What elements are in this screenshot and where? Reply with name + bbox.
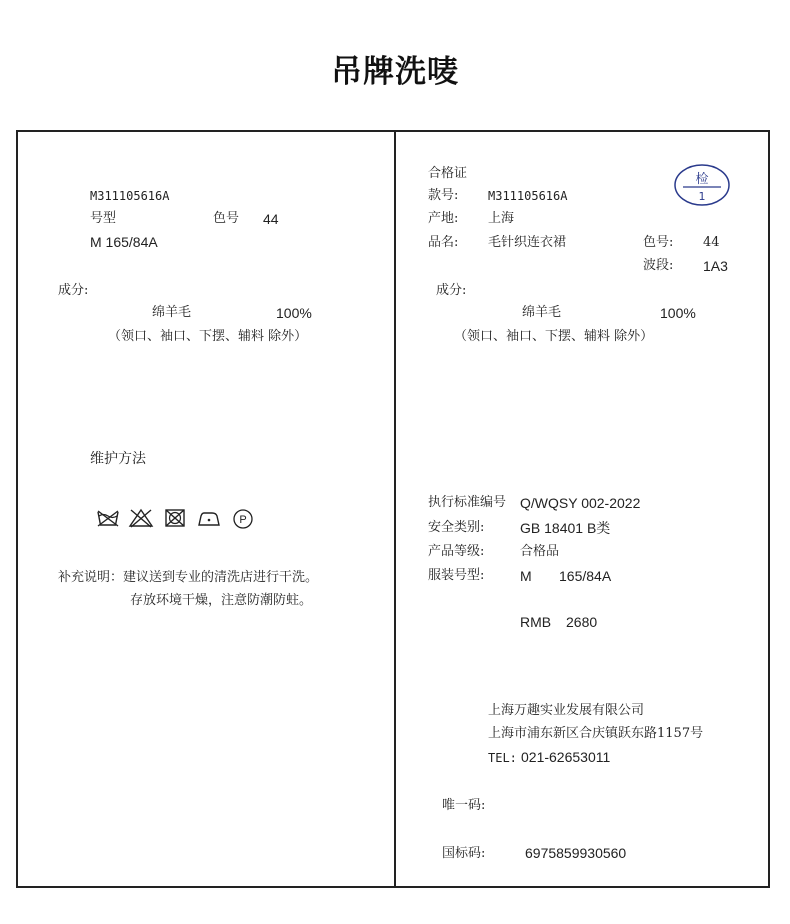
left-style-code: M311105616A xyxy=(90,189,170,203)
garment-size-label: 服装号型: xyxy=(428,568,485,583)
inspection-stamp-icon xyxy=(673,163,731,207)
right-color-value: 44 xyxy=(703,235,720,250)
page-title: 吊牌洗唛 xyxy=(331,54,459,90)
barcode-label: 国标码: xyxy=(442,846,486,861)
garment-size-m: M xyxy=(520,568,532,584)
left-material: 绵羊毛 xyxy=(152,305,192,320)
left-size-label: 号型 xyxy=(90,211,117,226)
band-label: 波段: xyxy=(643,258,674,273)
no-bleach-icon xyxy=(128,508,154,528)
left-color-value: 44 xyxy=(263,211,279,227)
left-color-label: 色号 xyxy=(213,211,240,226)
band-value: 1A3 xyxy=(703,258,728,274)
no-wash-icon xyxy=(96,508,120,528)
standard-value: Q/WQSY 002-2022 xyxy=(520,495,641,511)
origin-label: 产地: xyxy=(428,211,459,226)
tel-label: TEL: xyxy=(488,751,517,765)
style-value: M311105616A xyxy=(488,189,568,203)
left-note-line2: 存放环境干燥，注意防潮防蛀。 xyxy=(130,593,313,608)
right-percent: 100% xyxy=(660,305,696,321)
left-note-line1: 补充说明：建议送到专业的清洗店进行干洗。 xyxy=(58,570,319,585)
price-value: 2680 xyxy=(566,614,598,630)
style-label: 款号: xyxy=(428,188,459,203)
stamp-number: 1 xyxy=(698,190,706,203)
garment-size-value: 165/84A xyxy=(559,568,612,584)
product-label: 品名: xyxy=(428,235,459,250)
unique-code-label: 唯一码: xyxy=(442,798,486,813)
left-percent: 100% xyxy=(276,305,312,321)
grade-label: 产品等级: xyxy=(428,544,485,559)
left-composition-label: 成分: xyxy=(58,283,89,298)
tel-value: 021-62653011 xyxy=(521,749,611,765)
left-exclusion: （领口、袖口、下摆、辅料 除外） xyxy=(108,329,308,344)
no-tumble-dry-icon xyxy=(164,508,186,528)
stamp-text: 检 xyxy=(695,172,709,187)
right-material: 绵羊毛 xyxy=(522,305,562,320)
company-address: 上海市浦东新区合庆镇跃东路1157号 xyxy=(488,726,704,741)
product-value: 毛针织连衣裙 xyxy=(488,235,567,250)
standard-label: 执行标准编号 xyxy=(428,495,507,510)
safety-value: GB 18401 B类 xyxy=(520,520,611,536)
right-color-label: 色号: xyxy=(643,235,674,250)
professional-dryclean-p-icon xyxy=(232,508,254,530)
right-exclusion: （领口、袖口、下摆、辅料 除外） xyxy=(454,329,654,344)
origin-value: 上海 xyxy=(488,211,515,226)
care-title: 维护方法 xyxy=(90,451,146,467)
low-iron-icon xyxy=(196,508,222,528)
left-size-value: M 165/84A xyxy=(90,234,158,250)
cert-title: 合格证 xyxy=(428,166,468,181)
care-p-letter: P xyxy=(239,514,247,526)
company-name: 上海万趣实业发展有限公司 xyxy=(488,703,645,718)
price-currency: RMB xyxy=(520,614,552,630)
barcode-value: 6975859930560 xyxy=(525,845,627,861)
right-composition-label: 成分: xyxy=(436,283,467,298)
safety-label: 安全类别: xyxy=(428,520,485,535)
grade-value: 合格品 xyxy=(520,544,560,559)
panel-divider xyxy=(394,130,396,888)
